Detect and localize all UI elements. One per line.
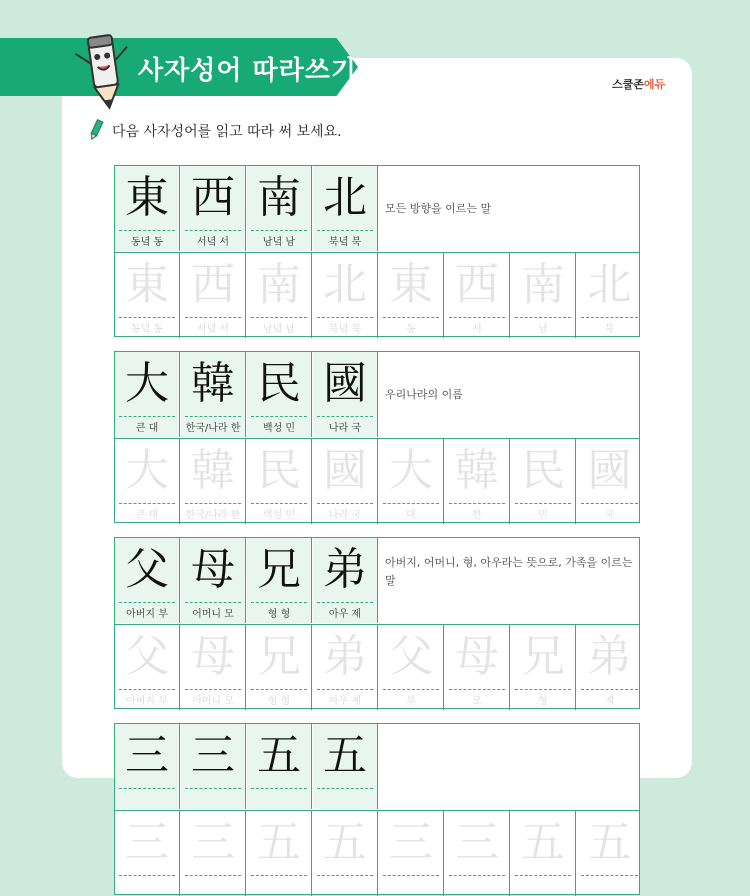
tracing-char-cell[interactable]: [379, 811, 444, 896]
dashed-divider: [119, 503, 175, 504]
tracing-hanja-char: 韓: [191, 445, 235, 496]
dashed-divider: [449, 689, 505, 690]
tracing-char-cell[interactable]: [313, 439, 378, 524]
idiom-block: [114, 537, 640, 709]
dashed-divider: [185, 689, 241, 690]
tracing-hanja-char: 母: [455, 631, 499, 682]
hanja-char: 父: [125, 544, 169, 595]
tracing-hanja-char: 民: [521, 445, 565, 496]
tracing-reading: 아우 제: [328, 696, 362, 707]
idiom-model-row: [115, 724, 639, 809]
tracing-hanja-char: 三: [191, 817, 235, 868]
tracing-char-cell[interactable]: [115, 439, 180, 524]
hanja-reading: 형 형: [267, 609, 291, 620]
dashed-divider: [119, 788, 175, 789]
tracing-char-cell[interactable]: [445, 439, 510, 524]
hanja-char: 弟: [323, 544, 367, 595]
tracing-char-cell[interactable]: [577, 625, 642, 710]
tracing-char-cell[interactable]: [247, 811, 312, 896]
idiom-model-row: [115, 352, 639, 437]
hanja-char: 兄: [257, 544, 301, 595]
tracing-char-cell[interactable]: [511, 811, 576, 896]
idiom-tracing-row: [115, 810, 639, 896]
model-char-cell: [181, 352, 246, 437]
tracing-reading: 남: [538, 324, 548, 335]
tracing-hanja-char: 北: [587, 259, 632, 310]
dashed-divider: [119, 317, 175, 318]
hanja-char: 東: [125, 172, 169, 223]
hanja-char: 五: [257, 730, 301, 781]
idiom-meaning: 모든 방향을 이르는 말: [385, 202, 492, 215]
tracing-hanja-char: 三: [455, 817, 499, 868]
tracing-hanja-char: 父: [125, 631, 169, 682]
idiom-block: [114, 351, 640, 523]
model-char-cell: [247, 166, 312, 251]
idiom-tracing-row: [115, 438, 639, 524]
tracing-reading: 모: [472, 696, 482, 707]
tracing-char-cell[interactable]: [181, 811, 246, 896]
tracing-char-cell[interactable]: [511, 625, 576, 710]
tracing-char-cell[interactable]: [247, 625, 312, 710]
dashed-divider: [449, 875, 505, 876]
tracing-reading: 대: [406, 510, 416, 521]
tracing-char-cell[interactable]: [313, 625, 378, 710]
model-char-cell: [115, 166, 180, 251]
model-char-cell: [313, 166, 378, 251]
dashed-divider: [119, 416, 175, 417]
model-char-cell: [181, 538, 246, 623]
dashed-divider: [251, 416, 307, 417]
tracing-hanja-char: 大: [125, 445, 169, 496]
instruction-text: 다음 사자성어를 읽고 따라 써 보세요.: [112, 124, 342, 140]
hanja-reading: 어머니 모: [192, 609, 234, 620]
tracing-reading: 한: [472, 510, 482, 521]
tracing-reading: 동: [406, 324, 416, 335]
dashed-divider: [383, 503, 439, 504]
dashed-divider: [449, 317, 505, 318]
tracing-reading: 아버지 부: [126, 696, 168, 707]
tracing-char-cell[interactable]: [247, 439, 312, 524]
hanja-reading: 남녘 남: [262, 237, 296, 248]
tracing-reading: 서: [472, 324, 482, 335]
tracing-hanja-char: 三: [125, 817, 169, 868]
tracing-char-cell[interactable]: [115, 811, 180, 896]
hanja-reading: 백성 민: [262, 423, 296, 434]
tracing-char-cell[interactable]: [115, 253, 180, 338]
hanja-char: 西: [191, 172, 235, 223]
tracing-char-cell[interactable]: [445, 625, 510, 710]
tracing-hanja-char: 國: [323, 445, 367, 496]
idiom-tracing-row: [115, 252, 639, 338]
tracing-hanja-char: 西: [191, 259, 235, 310]
dashed-divider: [317, 416, 373, 417]
dashed-divider: [317, 230, 373, 231]
tracing-reading: 민: [538, 510, 548, 521]
hanja-char: 韓: [191, 358, 235, 409]
tracing-reading: 부: [406, 696, 416, 707]
model-char-cell: [313, 538, 378, 623]
dashed-divider: [185, 317, 241, 318]
dashed-divider: [317, 317, 373, 318]
tracing-hanja-char: 五: [587, 817, 632, 868]
dashed-divider: [251, 875, 307, 876]
dashed-divider: [185, 602, 241, 603]
tracing-hanja-char: 五: [257, 817, 301, 868]
tracing-hanja-char: 東: [125, 259, 169, 310]
idiom-meaning: [377, 724, 641, 809]
dashed-divider: [515, 689, 571, 690]
tracing-reading: 큰 대: [135, 510, 159, 521]
tracing-hanja-char: 兄: [521, 631, 565, 682]
tracing-hanja-char: 弟: [323, 631, 367, 682]
tracing-reading: 동녘 동: [130, 324, 164, 335]
tracing-char-cell[interactable]: [577, 439, 642, 524]
tracing-char-cell[interactable]: [181, 439, 246, 524]
tracing-char-cell[interactable]: [511, 253, 576, 338]
model-char-cell: [313, 724, 378, 809]
tracing-reading: 어머니 모: [192, 696, 234, 707]
tracing-hanja-char: 南: [257, 259, 301, 310]
tracing-hanja-char: 北: [323, 259, 367, 310]
page-title: 사자성어 따라쓰기: [138, 56, 357, 86]
tracing-char-cell[interactable]: [313, 253, 378, 338]
tracing-reading: 남녘 남: [262, 324, 296, 335]
dashed-divider: [185, 875, 241, 876]
brand-main: 스쿨존: [612, 78, 644, 91]
tracing-reading: 나라 국: [328, 510, 362, 521]
tracing-hanja-char: 南: [521, 259, 565, 310]
model-char-cell: [247, 352, 312, 437]
pencil-mascot-icon: [74, 28, 136, 110]
hanja-reading: 북녘 북: [328, 237, 362, 248]
idiom-block: [114, 723, 640, 895]
dashed-divider: [383, 689, 439, 690]
model-char-cell: [181, 166, 246, 251]
model-char-cell: [181, 724, 246, 809]
pencil-icon: [88, 119, 104, 141]
brand-sub: 에듀: [643, 78, 666, 91]
hanja-reading: 큰 대: [135, 423, 159, 434]
hanja-char: 大: [125, 358, 169, 409]
dashed-divider: [119, 689, 175, 690]
tracing-char-cell[interactable]: [379, 625, 444, 710]
hanja-reading: 아버지 부: [126, 609, 168, 620]
idiom-meaning: 아버지, 어머니, 형, 아우라는 뜻으로, 가족을 이르는 말: [385, 556, 633, 587]
tracing-char-cell[interactable]: [181, 625, 246, 710]
tracing-char-cell[interactable]: [379, 253, 444, 338]
dashed-divider: [581, 317, 638, 318]
dashed-divider: [251, 503, 307, 504]
tracing-hanja-char: 五: [323, 817, 367, 868]
hanja-char: 民: [257, 358, 301, 409]
idiom-meaning: 우리나라의 이름: [385, 388, 463, 401]
dashed-divider: [119, 602, 175, 603]
tracing-char-cell[interactable]: [313, 811, 378, 896]
tracing-hanja-char: 三: [389, 817, 433, 868]
dashed-divider: [185, 503, 241, 504]
dashed-divider: [317, 875, 373, 876]
tracing-reading: 서녘 서: [196, 324, 230, 335]
tracing-reading: 북녘 북: [328, 324, 362, 335]
tracing-hanja-char: 五: [521, 817, 565, 868]
tracing-hanja-char: 國: [587, 445, 632, 496]
idiom-block: [114, 165, 640, 337]
tracing-hanja-char: 韓: [455, 445, 499, 496]
dashed-divider: [383, 875, 439, 876]
dashed-divider: [515, 317, 571, 318]
tracing-hanja-char: 父: [389, 631, 433, 682]
hanja-char: 南: [257, 172, 301, 223]
hanja-reading: 서녘 서: [196, 237, 230, 248]
dashed-divider: [317, 788, 373, 789]
model-char-cell: [313, 352, 378, 437]
brand-logo: [612, 76, 665, 92]
tracing-char-cell[interactable]: [181, 253, 246, 338]
tracing-hanja-char: 大: [389, 445, 433, 496]
tracing-reading: 제: [604, 696, 615, 707]
hanja-char: 五: [323, 730, 367, 781]
dashed-divider: [581, 503, 638, 504]
idiom-model-row: [115, 166, 639, 251]
idiom-model-row: [115, 538, 639, 623]
tracing-char-cell[interactable]: [445, 253, 510, 338]
hanja-reading: 동녘 동: [130, 237, 164, 248]
tracing-reading: 한국/나라 한: [185, 510, 241, 521]
tracing-char-cell[interactable]: [577, 253, 642, 338]
tracing-hanja-char: 東: [389, 259, 433, 310]
model-char-cell: [115, 352, 180, 437]
tracing-hanja-char: 民: [257, 445, 301, 496]
dashed-divider: [251, 317, 307, 318]
dashed-divider: [251, 602, 307, 603]
tracing-hanja-char: 母: [191, 631, 235, 682]
dashed-divider: [317, 689, 373, 690]
dashed-divider: [581, 689, 638, 690]
tracing-reading: 북: [604, 324, 615, 335]
hanja-char: 北: [323, 172, 367, 223]
dashed-divider: [185, 230, 241, 231]
hanja-reading: 아우 제: [328, 609, 362, 620]
tracing-hanja-char: 弟: [587, 631, 632, 682]
tracing-char-cell[interactable]: [445, 811, 510, 896]
model-char-cell: [247, 724, 312, 809]
tracing-char-cell[interactable]: [511, 439, 576, 524]
dashed-divider: [251, 788, 307, 789]
tracing-char-cell[interactable]: [115, 625, 180, 710]
tracing-reading: 백성 민: [262, 510, 296, 521]
model-char-cell: [115, 538, 180, 623]
tracing-char-cell[interactable]: [379, 439, 444, 524]
dashed-divider: [185, 416, 241, 417]
hanja-reading: 한국/나라 한: [185, 423, 241, 434]
hanja-char: 母: [191, 544, 235, 595]
hanja-char: 國: [323, 358, 367, 409]
tracing-hanja-char: 兄: [257, 631, 301, 682]
dashed-divider: [119, 875, 175, 876]
dashed-divider: [581, 875, 638, 876]
dashed-divider: [317, 503, 373, 504]
tracing-reading: 국: [604, 510, 615, 521]
dashed-divider: [515, 875, 571, 876]
dashed-divider: [119, 230, 175, 231]
tracing-char-cell[interactable]: [577, 811, 642, 896]
tracing-hanja-char: 西: [455, 259, 499, 310]
idiom-tracing-row: [115, 624, 639, 710]
dashed-divider: [251, 689, 307, 690]
dashed-divider: [515, 503, 571, 504]
model-char-cell: [115, 724, 180, 809]
dashed-divider: [317, 602, 373, 603]
dashed-divider: [383, 317, 439, 318]
dashed-divider: [449, 503, 505, 504]
hanja-char: 三: [191, 730, 235, 781]
dashed-divider: [185, 788, 241, 789]
hanja-reading: 나라 국: [328, 423, 362, 434]
tracing-reading: 형 형: [267, 696, 291, 707]
tracing-char-cell[interactable]: [247, 253, 312, 338]
dashed-divider: [251, 230, 307, 231]
model-char-cell: [247, 538, 312, 623]
hanja-char: 三: [125, 730, 169, 781]
tracing-reading: 형: [538, 696, 548, 707]
